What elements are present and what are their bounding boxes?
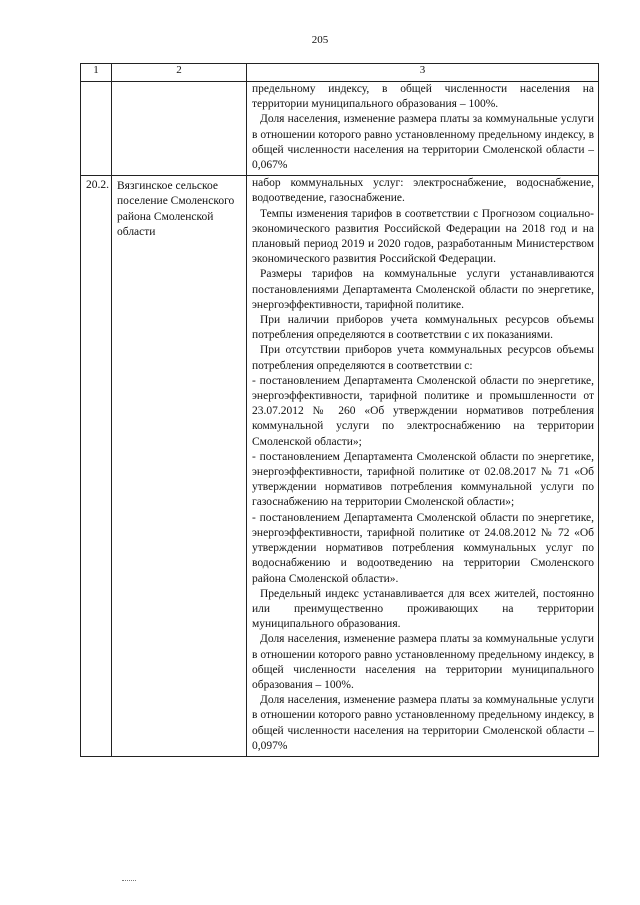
row-paragraph: Размеры тарифов на коммунальные услуги устанавливаются постановлениями Департамента Смоленской области по энергетике, энергоэффективности, тарифной политике. <box>252 268 594 311</box>
row-paragraph: При отсутствии приборов учета коммунальных ресурсов объемы потребления определяются в соответствии с: <box>252 344 594 372</box>
tariff-table <box>80 63 599 757</box>
table-row <box>81 176 599 757</box>
row-text-cell <box>247 176 599 757</box>
continuation-paragraph: предельному индексу, в общей численности населения на территории муниципального образования – 100%. <box>252 83 594 111</box>
row-paragraph: набор коммунальных услуг: электроснабжение, водоснабжение, водоотведение, газоснабжение. <box>252 177 594 205</box>
column-header-3: 3 <box>247 64 599 82</box>
row-number: 20.2. <box>81 176 112 757</box>
column-header-1: 1 <box>81 64 112 82</box>
settlement-name: Вязгинское сельское поселение Смоленского района Смоленской области <box>112 176 247 757</box>
continuation-paragraph: Доля населения, изменение размера платы за коммунальные услуги в отношении которого равно установленному предельному индексу, в общей численности населения на территории Смоленской области – 0,067% <box>252 113 594 172</box>
row-paragraph: Доля населения, изменение размера платы за коммунальные услуги в отношении которого равно установленному предельному индексу, в общей численности населения на территории Смоленской области – 0,097% <box>252 694 594 752</box>
row-paragraph: - постановлением Департамента Смоленской области по энергетике, энергоэффективности, тарифной политике от 24.08.2012 № 72 «Об утверждении нормативов потребления коммунальных услуг по водоснабжению и водоотведению на территории Смоленского района Смоленской области». <box>252 511 594 585</box>
row-paragraph: Темпы изменения тарифов в соответствии с Прогнозом социально-экономического развития Российской Федерации на 2018 год и на плановый период 2019 и 2020 годов, разработанным Министерством экономического развития Российской Федерации. <box>252 207 594 266</box>
page-number: 205 <box>311 34 329 46</box>
row-paragraph: При наличии приборов учета коммунальных ресурсов объемы потребления определяются в соответствии с их показаниями. <box>252 314 594 342</box>
row-paragraph: - постановлением Департамента Смоленской области по энергетике, энергоэффективности, тарифной политике и промышленности от 23.07.2012 № 260 «Об утверждении нормативов потребления коммунальной услуги по электроснабжению на территории Смоленской области»; <box>252 374 594 448</box>
continuation-number-cell <box>81 82 112 176</box>
row-paragraph: Предельный индекс устанавливается для всех жителей, постоянно или преимущественно проживающих на территории муниципального образования. <box>252 587 594 631</box>
table-header-row <box>81 64 599 82</box>
column-header-2: 2 <box>112 64 247 82</box>
continuation-row <box>81 82 599 176</box>
footer-mark <box>122 880 136 881</box>
continuation-text-cell <box>247 82 599 176</box>
continuation-name-cell <box>112 82 247 176</box>
row-paragraph: - постановлением Департамента Смоленской области по энергетике, энергоэффективности, тарифной политике от 02.08.2017 № 71 «Об утверждении нормативов потребления коммунальной услуги по газоснабжению на территории Смоленской области»; <box>252 450 594 509</box>
row-paragraph: Доля населения, изменение размера платы за коммунальные услуги в отношении которого равно установленному предельному индексу, в общей численности населения на территории муниципального образования – 100%. <box>252 633 594 691</box>
